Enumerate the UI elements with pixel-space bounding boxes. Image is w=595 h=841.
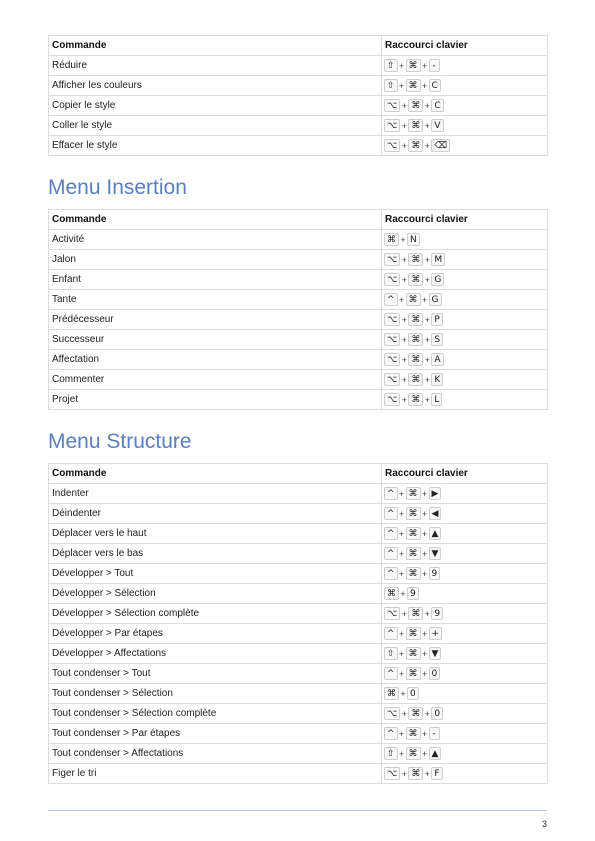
key-cap: ⌥ xyxy=(384,313,400,326)
key-cap: ⌥ xyxy=(384,119,400,132)
key-cap: ⇧ xyxy=(384,647,398,660)
key-cap: ^ xyxy=(384,547,398,560)
table-row xyxy=(49,584,548,604)
key-cap: ⌥ xyxy=(384,99,400,112)
plus-separator: + xyxy=(424,274,430,285)
key-cap: ⇧ xyxy=(384,59,398,72)
table-row xyxy=(49,604,548,624)
plus-separator: + xyxy=(421,294,428,305)
command-cell: Tout condenser > Sélection xyxy=(49,684,382,704)
shortcut-cell xyxy=(382,56,548,76)
command-cell: Développer > Tout xyxy=(49,564,382,584)
command-cell: Développer > Par étapes xyxy=(49,624,382,644)
shortcut-cell xyxy=(382,270,548,290)
table-row xyxy=(49,350,548,370)
key-cap: G xyxy=(429,293,442,306)
shortcut-cell xyxy=(382,390,548,410)
key-cap: L xyxy=(431,393,442,406)
key-cap: ^ xyxy=(384,627,398,640)
key-cap: ⌘ xyxy=(406,547,421,560)
table-row xyxy=(49,290,548,310)
plus-separator: + xyxy=(401,708,407,719)
shortcut-cell xyxy=(382,136,548,156)
plus-separator: + xyxy=(421,748,428,759)
key-cap: ⌥ xyxy=(384,707,400,720)
plus-separator: + xyxy=(421,508,428,519)
column-header-shortcut: Raccourci clavier xyxy=(382,210,548,230)
key-cap: ⌘ xyxy=(408,119,423,132)
plus-separator: + xyxy=(401,274,407,285)
key-cap: ⌘ xyxy=(408,313,423,326)
key-cap: ⌫ xyxy=(431,139,450,152)
shortcut-cell xyxy=(382,484,548,504)
footer-rule xyxy=(48,810,547,811)
shortcut-cell xyxy=(382,290,548,310)
key-cap: ⌥ xyxy=(384,333,400,346)
table-row xyxy=(49,704,548,724)
key-cap: 9 xyxy=(429,567,441,580)
command-cell: Afficher les couleurs xyxy=(49,76,382,96)
command-cell: Tout condenser > Affectations xyxy=(49,744,382,764)
shortcut-cell xyxy=(382,370,548,390)
column-header-shortcut: Raccourci clavier xyxy=(382,464,548,484)
command-cell: Tante xyxy=(49,290,382,310)
key-cap: ⇧ xyxy=(384,79,398,92)
table-row xyxy=(49,370,548,390)
command-cell: Tout condenser > Tout xyxy=(49,664,382,684)
column-header-shortcut: Raccourci clavier xyxy=(382,36,548,56)
plus-separator: + xyxy=(398,80,405,91)
table-row xyxy=(49,504,548,524)
plus-separator: + xyxy=(400,688,406,699)
plus-separator: + xyxy=(398,488,405,499)
key-cap: ⌥ xyxy=(384,139,400,152)
key-cap: V xyxy=(431,119,443,132)
command-cell: Développer > Sélection xyxy=(49,584,382,604)
table-header-row xyxy=(49,464,548,484)
key-cap: ⌥ xyxy=(384,393,400,406)
plus-separator: + xyxy=(398,668,405,679)
key-cap: ^ xyxy=(384,507,398,520)
key-cap: ⌘ xyxy=(406,487,421,500)
plus-separator: + xyxy=(401,768,407,779)
command-cell: Jalon xyxy=(49,250,382,270)
plus-separator: + xyxy=(398,648,405,659)
plus-separator: + xyxy=(401,394,407,405)
command-cell: Développer > Affectations xyxy=(49,644,382,664)
shortcut-cell xyxy=(382,310,548,330)
key-cap: ⌘ xyxy=(408,99,423,112)
shortcut-cell xyxy=(382,230,548,250)
plus-separator: + xyxy=(424,100,430,111)
table-row xyxy=(49,524,548,544)
command-cell: Successeur xyxy=(49,330,382,350)
command-cell: Commenter xyxy=(49,370,382,390)
table-row xyxy=(49,664,548,684)
plus-separator: + xyxy=(421,528,428,539)
key-cap: P xyxy=(431,313,442,326)
table-header-row xyxy=(49,210,548,230)
document-page xyxy=(48,35,547,784)
plus-separator: + xyxy=(401,314,407,325)
plus-separator: + xyxy=(424,608,430,619)
shortcut-table xyxy=(48,209,548,410)
shortcut-cell xyxy=(382,604,548,624)
table-row xyxy=(49,96,548,116)
plus-separator: + xyxy=(424,254,430,265)
shortcut-cell xyxy=(382,524,548,544)
shortcut-cell xyxy=(382,664,548,684)
shortcut-cell xyxy=(382,684,548,704)
command-cell: Figer le tri xyxy=(49,764,382,784)
key-cap: 0 xyxy=(431,707,443,720)
key-cap: C xyxy=(431,99,443,112)
command-cell: Indenter xyxy=(49,484,382,504)
plus-separator: + xyxy=(424,314,430,325)
key-cap: ⌘ xyxy=(384,587,399,600)
plus-separator: + xyxy=(421,568,428,579)
table-row xyxy=(49,764,548,784)
key-cap: ^ xyxy=(384,293,398,306)
key-cap: ⌘ xyxy=(406,79,421,92)
plus-separator: + xyxy=(401,354,407,365)
key-cap: ⌥ xyxy=(384,353,400,366)
key-cap: ⌘ xyxy=(408,393,423,406)
shortcut-cell xyxy=(382,724,548,744)
shortcut-cell xyxy=(382,76,548,96)
plus-separator: + xyxy=(398,508,405,519)
table-row xyxy=(49,644,548,664)
plus-separator: + xyxy=(424,394,430,405)
plus-separator: + xyxy=(424,768,430,779)
plus-separator: + xyxy=(424,140,430,151)
key-cap: ⌘ xyxy=(408,607,423,620)
key-cap: ⌘ xyxy=(406,567,421,580)
plus-separator: + xyxy=(401,334,407,345)
table-row xyxy=(49,230,548,250)
table-header-row xyxy=(49,36,548,56)
table-row xyxy=(49,684,548,704)
shortcut-cell xyxy=(382,624,548,644)
plus-separator: + xyxy=(398,528,405,539)
key-cap: ⌘ xyxy=(408,707,423,720)
table-row xyxy=(49,270,548,290)
plus-separator: + xyxy=(401,254,407,265)
plus-separator: + xyxy=(398,748,405,759)
key-cap: 9 xyxy=(407,587,419,600)
key-cap: ^ xyxy=(384,727,398,740)
key-cap: ⌘ xyxy=(406,667,421,680)
table-row xyxy=(49,250,548,270)
shortcut-table xyxy=(48,463,548,784)
shortcut-cell xyxy=(382,644,548,664)
key-cap: A xyxy=(431,353,443,366)
table-row xyxy=(49,724,548,744)
key-cap: ⌘ xyxy=(406,747,421,760)
key-cap: 0 xyxy=(407,687,419,700)
section-heading: Menu Insertion xyxy=(48,176,187,199)
command-cell: Coller le style xyxy=(49,116,382,136)
command-cell: Activité xyxy=(49,230,382,250)
shortcut-cell xyxy=(382,330,548,350)
command-cell: Réduire xyxy=(49,56,382,76)
shortcut-cell xyxy=(382,564,548,584)
shortcut-table xyxy=(48,35,548,156)
key-cap: N xyxy=(407,233,420,246)
table-row xyxy=(49,624,548,644)
column-header-command: Commande xyxy=(49,464,382,484)
key-cap: ⌘ xyxy=(406,293,421,306)
key-cap: ⌘ xyxy=(406,627,421,640)
table-row xyxy=(49,116,548,136)
key-cap: ⌘ xyxy=(406,727,421,740)
key-cap: ⌥ xyxy=(384,273,400,286)
command-cell: Déplacer vers le bas xyxy=(49,544,382,564)
key-cap: ▼ xyxy=(429,547,442,560)
key-cap: ▶ xyxy=(429,487,442,500)
key-cap: 9 xyxy=(431,607,443,620)
shortcut-cell xyxy=(382,116,548,136)
key-cap: ⌘ xyxy=(408,273,423,286)
table-row xyxy=(49,744,548,764)
plus-separator: + xyxy=(401,374,407,385)
plus-separator: + xyxy=(421,488,428,499)
shortcut-cell xyxy=(382,350,548,370)
table-row xyxy=(49,56,548,76)
command-cell: Copier le style xyxy=(49,96,382,116)
key-cap: ^ xyxy=(384,667,398,680)
shortcut-cell xyxy=(382,764,548,784)
table-row xyxy=(49,76,548,96)
key-cap: ⌘ xyxy=(408,333,423,346)
shortcut-cell xyxy=(382,744,548,764)
shortcut-cell xyxy=(382,504,548,524)
command-cell: Enfant xyxy=(49,270,382,290)
column-header-command: Commande xyxy=(49,210,382,230)
key-cap: 0 xyxy=(429,667,441,680)
plus-separator: + xyxy=(421,80,428,91)
command-cell: Effacer le style xyxy=(49,136,382,156)
plus-separator: + xyxy=(424,354,430,365)
key-cap: ⌘ xyxy=(406,527,421,540)
key-cap: - xyxy=(429,727,440,740)
key-cap: ^ xyxy=(384,527,398,540)
key-cap: ⌘ xyxy=(408,373,423,386)
command-cell: Prédécesseur xyxy=(49,310,382,330)
shortcut-cell xyxy=(382,544,548,564)
key-cap: ▲ xyxy=(429,747,442,760)
plus-separator: + xyxy=(398,728,405,739)
table-row xyxy=(49,544,548,564)
key-cap: ⌘ xyxy=(408,253,423,266)
key-cap: K xyxy=(431,373,443,386)
key-cap: M xyxy=(431,253,445,266)
plus-separator: + xyxy=(424,334,430,345)
plus-separator: + xyxy=(401,140,407,151)
plus-separator: + xyxy=(424,120,430,131)
plus-separator: + xyxy=(400,588,406,599)
key-cap: ▲ xyxy=(429,527,442,540)
table-row xyxy=(49,390,548,410)
plus-separator: + xyxy=(421,668,428,679)
key-cap: - xyxy=(429,59,440,72)
plus-separator: + xyxy=(401,120,407,131)
command-cell: Affectation xyxy=(49,350,382,370)
shortcut-cell xyxy=(382,584,548,604)
command-cell: Projet xyxy=(49,390,382,410)
plus-separator: + xyxy=(421,648,428,659)
key-cap: ⌘ xyxy=(406,507,421,520)
key-cap: G xyxy=(431,273,444,286)
plus-separator: + xyxy=(398,294,405,305)
table-row xyxy=(49,136,548,156)
key-cap: ⌘ xyxy=(408,353,423,366)
command-cell: Déplacer vers le haut xyxy=(49,524,382,544)
key-cap: + xyxy=(429,627,443,640)
key-cap: F xyxy=(431,767,442,780)
plus-separator: + xyxy=(424,374,430,385)
command-cell: Tout condenser > Par étapes xyxy=(49,724,382,744)
command-cell: Déindenter xyxy=(49,504,382,524)
plus-separator: + xyxy=(421,548,428,559)
key-cap: ⌘ xyxy=(406,59,421,72)
shortcut-cell xyxy=(382,704,548,724)
table-row xyxy=(49,484,548,504)
key-cap: ⌘ xyxy=(406,647,421,660)
command-cell: Développer > Sélection complète xyxy=(49,604,382,624)
plus-separator: + xyxy=(398,548,405,559)
key-cap: ◀ xyxy=(429,507,442,520)
table-row xyxy=(49,310,548,330)
key-cap: ⌥ xyxy=(384,607,400,620)
plus-separator: + xyxy=(421,628,428,639)
key-cap: ▼ xyxy=(429,647,442,660)
key-cap: ⌥ xyxy=(384,253,400,266)
key-cap: ⌘ xyxy=(384,233,399,246)
section-heading: Menu Structure xyxy=(48,430,192,453)
plus-separator: + xyxy=(421,728,428,739)
plus-separator: + xyxy=(401,100,407,111)
plus-separator: + xyxy=(398,60,405,71)
plus-separator: + xyxy=(398,568,405,579)
command-cell: Tout condenser > Sélection complète xyxy=(49,704,382,724)
shortcut-cell xyxy=(382,96,548,116)
plus-separator: + xyxy=(398,628,405,639)
key-cap: S xyxy=(431,333,443,346)
key-cap: ^ xyxy=(384,567,398,580)
column-header-command: Commande xyxy=(49,36,382,56)
shortcut-cell xyxy=(382,250,548,270)
plus-separator: + xyxy=(421,60,428,71)
key-cap: ^ xyxy=(384,487,398,500)
key-cap: C xyxy=(429,79,441,92)
plus-separator: + xyxy=(424,708,430,719)
key-cap: ⇧ xyxy=(384,747,398,760)
key-cap: ⌘ xyxy=(408,767,423,780)
key-cap: ⌥ xyxy=(384,767,400,780)
page-number: 3 xyxy=(541,819,547,829)
table-row xyxy=(49,564,548,584)
table-row xyxy=(49,330,548,350)
key-cap: ⌥ xyxy=(384,373,400,386)
key-cap: ⌘ xyxy=(408,139,423,152)
key-cap: ⌘ xyxy=(384,687,399,700)
plus-separator: + xyxy=(400,234,406,245)
plus-separator: + xyxy=(401,608,407,619)
